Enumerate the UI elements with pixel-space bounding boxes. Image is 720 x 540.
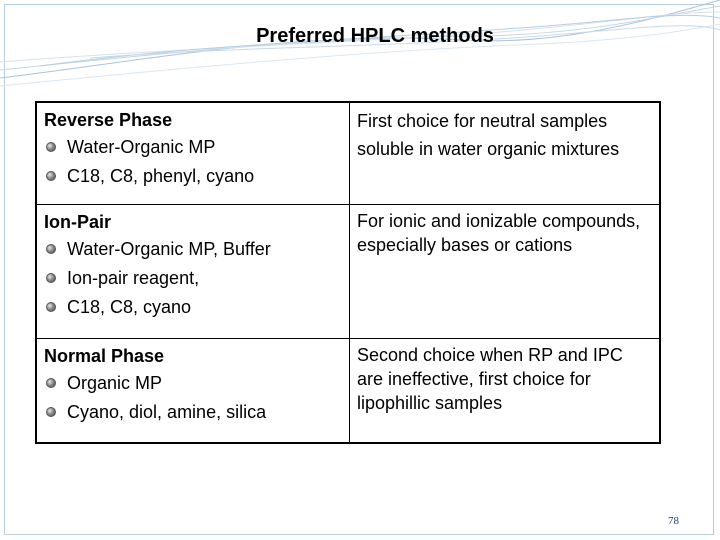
method-cell [36,338,350,443]
method-cell [36,204,350,338]
description-cell [350,338,661,443]
slide-title: Preferred HPLC methods [256,25,494,47]
method-heading: Normal Phase [44,345,165,366]
table-row [36,102,660,204]
description-cell [350,204,661,338]
list-item: Water-Organic MP, Buffer [44,235,343,264]
hplc-methods-table [35,101,661,444]
table-row [36,204,660,338]
list-item: Cyano, diol, amine, silica [44,398,343,427]
method-heading: Reverse Phase [44,110,173,130]
method-description: Second choice when RP and IPC are ineffective, first choice for lipophillic samples [357,344,623,413]
bullet-icon [46,171,56,181]
list-item: C18, C8, phenyl, cyano [44,162,343,191]
list-item: Organic MP [44,369,343,398]
method-description: First choice for neutral samples soluble in water organic mixtures [357,111,620,159]
bullet-icon [46,302,56,312]
list-item: C18, C8, cyano [44,293,343,322]
list-item: Water-Organic MP [44,133,343,162]
bullet-icon [46,378,56,388]
page-number: 78 [668,515,679,527]
bullet-icon [46,407,56,417]
method-cell [36,102,350,204]
method-description: For ionic and ionizable compounds, especially bases or cations [357,210,641,255]
bullet-icon [46,244,56,254]
bullet-icon [46,273,56,283]
method-heading: Ion-Pair [44,211,112,232]
bullet-icon [46,142,56,152]
description-cell [350,102,661,204]
list-item: Ion-pair reagent, [44,264,343,293]
table-row [36,338,660,443]
